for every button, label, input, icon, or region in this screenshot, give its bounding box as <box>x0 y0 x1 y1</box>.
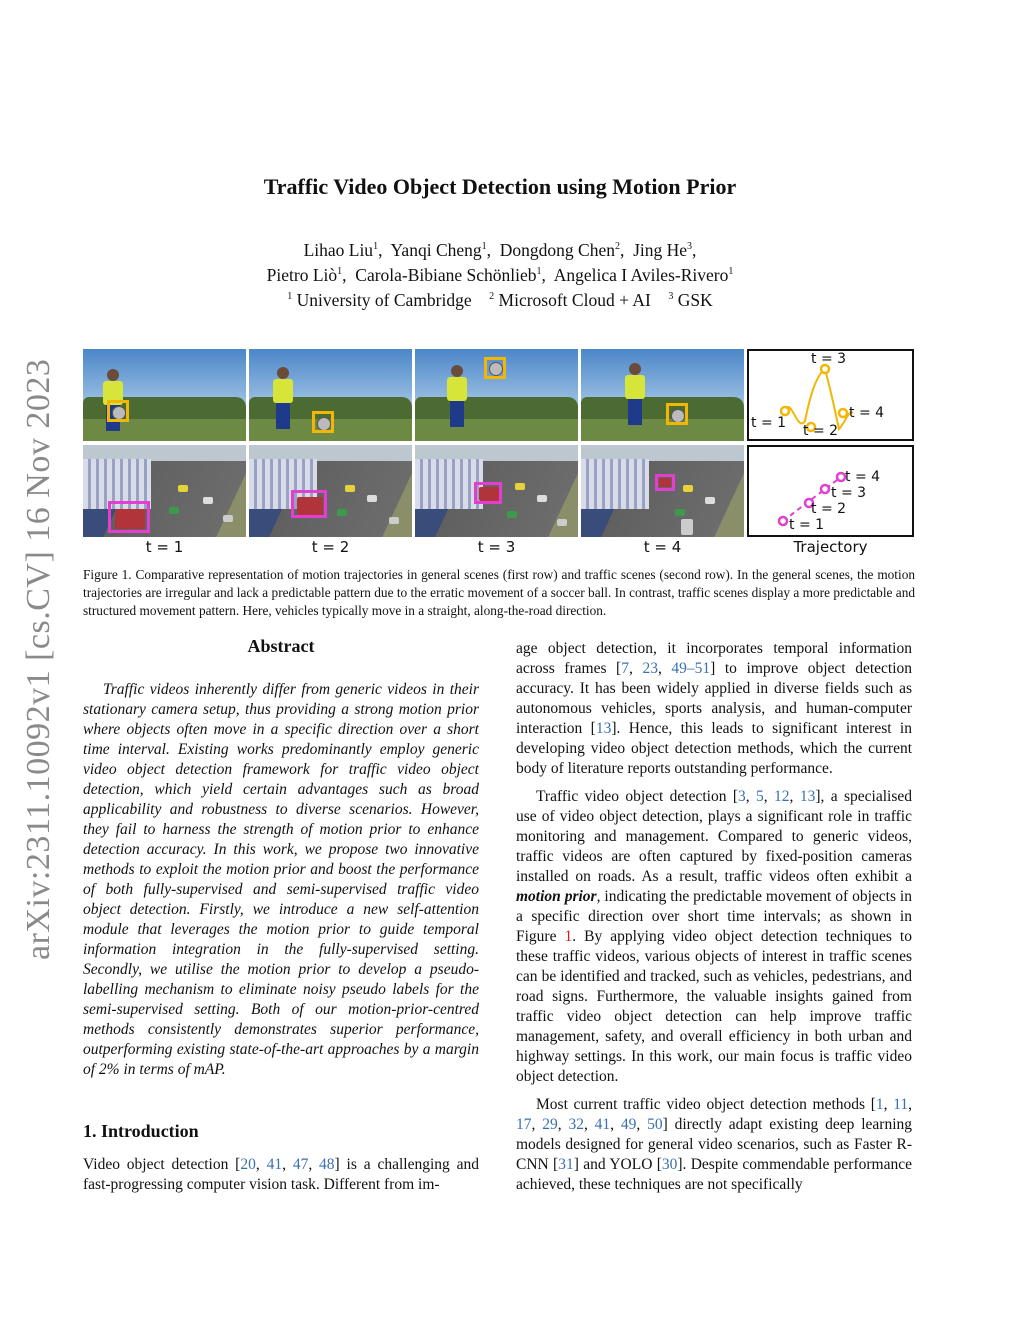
citation-link[interactable]: 50 <box>647 1116 663 1133</box>
soccer-player <box>623 363 647 425</box>
soccer-frame-4 <box>581 349 744 441</box>
bus-bounding-box <box>474 482 502 504</box>
citation-link[interactable]: 47 <box>292 1156 309 1173</box>
trajectory-label-t2: t = 2 <box>803 423 839 439</box>
citation-link[interactable]: 17 <box>516 1116 532 1133</box>
time-label: t = 4 <box>643 538 682 556</box>
citation-link[interactable]: 12 <box>774 788 790 805</box>
author-name: Pietro Liò <box>266 265 338 285</box>
citation-link[interactable]: 23 <box>642 660 658 677</box>
soccer-frame-1 <box>83 349 246 441</box>
affiliation-name: University of Cambridge <box>296 290 472 310</box>
trajectory-label-t4: t = 4 <box>845 469 881 485</box>
traffic-frame-3 <box>415 445 578 537</box>
affiliation-mark: 3 <box>668 291 674 303</box>
affiliation-mark: 1 <box>536 266 542 278</box>
citation-link[interactable]: 31 <box>558 1156 574 1173</box>
figure-caption: Figure 1. Comparative representation of motion trajectories in general scenes (first row) and traffic scenes (second row). In the general scenes, the motion trajectories are irregular and lack a predictable pattern due to the erratic movement of a soccer ball. In contrast, traffic scenes display a more predictable and structured movement pattern. Here, vehicles typically move in a straight, along-the-road direction. <box>83 567 915 618</box>
affiliation-mark: 1 <box>337 266 343 278</box>
ball-bounding-box <box>666 403 688 425</box>
author-name: Yanqi Cheng <box>390 240 482 260</box>
author-line-2: Pietro Liò$^1$, Carola-Bibiane Schönlieb$^1$, Angelica I Aviles-Rivero$^1$ <box>266 265 734 285</box>
trajectory-label: Trajectory <box>793 538 868 556</box>
citation-link[interactable]: 13 <box>595 720 612 737</box>
author-block <box>0 238 1000 313</box>
time-label: t = 3 <box>477 538 516 556</box>
time-label: t = 1 <box>145 538 184 556</box>
citation-link[interactable]: 5 <box>756 788 764 805</box>
trajectory-label-t1: t = 1 <box>751 415 787 431</box>
arxiv-identifier: arXiv:2311.10092v1 [cs.CV] 16 Nov 2023 <box>20 358 57 960</box>
soccer-frame-2 <box>249 349 412 441</box>
traffic-frame-4 <box>581 445 744 537</box>
soccer-player <box>271 367 295 429</box>
citation-link[interactable]: 3 <box>738 788 746 805</box>
author-name: Carola-Bibiane Schönlieb <box>355 265 537 285</box>
ball-bounding-box <box>312 411 334 433</box>
affiliation-mark: 1 <box>728 266 734 278</box>
citation-link[interactable]: 41 <box>594 1116 611 1133</box>
affiliation-line <box>0 288 1000 313</box>
citation-link[interactable]: 41 <box>266 1156 283 1173</box>
citation-link[interactable]: 29 <box>542 1116 558 1133</box>
bus-bounding-box <box>108 501 150 533</box>
abstract-text: Traffic videos inherently differ from generic videos in their stationary camera setup, thus providing a strong motion prior where objects often move in a specific direction over a short time interval. Existing works predominantly employ generic video object detection framework for traffic video object detection, which yield certain advantages such as broad applicability and robustness to diverse scenarios. However, they fail to harness the strength of motion prior to enhance detection accuracy. In this work, we propose two innovative methods to exploit the motion prior and boost the performance of both fully-supervised and semi-supervised traffic video object detection. Firstly, we introduce a new self-attention module that leverages the motion prior to guide temporal information integration in the fully-supervised setting. Secondly, we utilise the motion prior to develop a pseudo-labelling mechanism to eliminate noisy pseudo labels for the semi-supervised setting. Both of our motion-prior-centred methods consistently demonstrates superior performance, outperforming existing state-of-the-art approaches by a margin of 2% in terms of mAP. <box>83 681 479 1078</box>
intro-paragraph-3: Most current traffic video object detection methods [1, 11, 17, 29, 32, 41, 49, 50] directly adapt existing deep learning models designed for general video scenarios, such as Faster R-CNN [31] and YOLO [30]. Despite commendable performance achieved, these techniques are not specifically <box>516 1096 913 1193</box>
citation-link[interactable]: 49 <box>620 1116 637 1133</box>
trajectory-label-t3: t = 3 <box>831 485 867 501</box>
intro-paragraph-2: Traffic video object detection [3, 5, 12, 13], a specialised use of video object detection, plays a significant role in traffic monitoring and management. Compared to generic videos, traffic videos are often captured by fixed-position cameras installed on roads. As a result, traffic videos often exhibit a motion prior, indicating the predictable movement of objects in a specific direction over short time intervals; as shown in Figure 1. By applying video object detection techniques to these traffic videos, various objects of interest in traffic scenes can be identified and tracked, such as vehicles, pedestrians, and road signs. Furthermore, the valuable insights gained from traffic video object detection can help improve traffic management, safety, and overall efficiency in both urban and highway settings. In this work, our main focus is traffic video object detection. <box>516 788 913 1085</box>
author-name: Jing He <box>633 240 688 260</box>
citation-link[interactable]: 48 <box>319 1156 335 1173</box>
affiliation-name: GSK <box>677 290 713 310</box>
trajectory-label-t1: t = 1 <box>789 517 825 533</box>
traffic-frame-2 <box>249 445 412 537</box>
figure-reference-link[interactable]: 1 <box>564 928 573 945</box>
citation-link[interactable]: 1 <box>875 1096 884 1113</box>
ball-bounding-box <box>107 400 129 422</box>
affiliation-mark: 2 <box>489 291 495 303</box>
intro-paragraph-1-start: Video object detection [20, 41, 47, 48] is a challenging and fast-progressing computer vision task. Different from im- <box>83 1156 480 1193</box>
traffic-frame-1 <box>83 445 246 537</box>
citation-link[interactable]: 20 <box>240 1156 256 1173</box>
affiliation-mark: 2 <box>614 241 620 253</box>
intro-paragraph-1-cont: age object detection, it incorporates temporal information across frames [7, 23, 49–51] to improve object detection accuracy. It has been widely applied in diverse fields such as autonomous vehicles, sports analysis, and human-computer interaction [13]. Hence, this leads to significant interest in developing video object detection methods, which the current body of literature reports outstanding performance. <box>516 640 912 777</box>
motion-prior-term: motion prior <box>516 888 597 905</box>
citation-link[interactable]: 30 <box>661 1156 678 1173</box>
author-name: Lihao Liu <box>303 240 374 260</box>
traffic-trajectory-panel <box>747 445 914 537</box>
soccer-frame-3 <box>415 349 578 441</box>
soccer-trajectory-panel <box>747 349 914 441</box>
paper-title: Traffic Video Object Detection using Motion Prior <box>263 174 737 199</box>
affiliation-mark: 1 <box>287 291 293 303</box>
introduction-heading: 1. Introduction <box>83 1121 199 1141</box>
time-label: t = 2 <box>311 538 350 556</box>
author-name: Angelica I Aviles-Rivero <box>553 265 729 285</box>
trajectory-label-t3: t = 3 <box>811 351 847 367</box>
affiliation-name: Microsoft Cloud + AI <box>498 290 651 310</box>
author-line-1: Lihao Liu$^1$, Yanqi Cheng$^1$, Dongdong Chen$^2$, Jing He$^3$, <box>303 240 697 260</box>
citation-link[interactable]: 13 <box>799 788 816 805</box>
citation-link[interactable]: 32 <box>568 1116 584 1133</box>
figure-1 <box>83 349 915 559</box>
citation-link[interactable]: 11 <box>893 1096 909 1113</box>
bus-bounding-box <box>655 474 675 491</box>
citation-link[interactable]: 7 <box>621 660 629 677</box>
trajectory-label-t2: t = 2 <box>811 501 847 517</box>
bus-bounding-box <box>291 490 327 518</box>
soccer-player <box>445 365 469 427</box>
trajectory-label-t4: t = 4 <box>849 405 885 421</box>
abstract-heading: Abstract <box>247 636 315 656</box>
affiliation-mark: 3 <box>687 241 693 253</box>
ball-bounding-box <box>484 357 506 379</box>
affiliation-mark: 1 <box>481 241 487 253</box>
citation-link[interactable]: 49–51 <box>671 660 711 677</box>
author-name: Dongdong Chen <box>499 240 615 260</box>
affiliation-mark: 1 <box>373 241 379 253</box>
